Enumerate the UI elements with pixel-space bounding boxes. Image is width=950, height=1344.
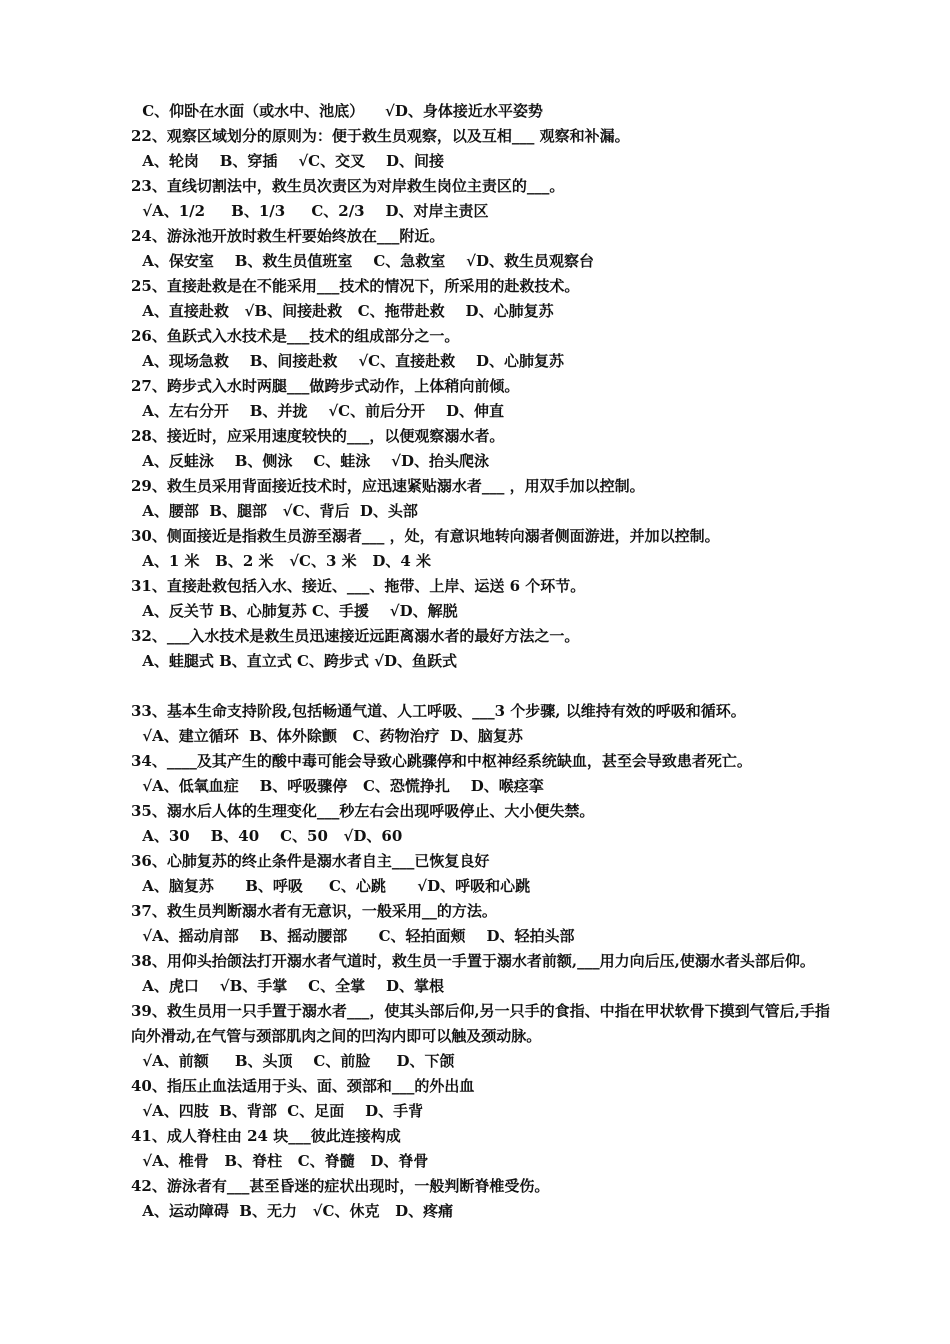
question-text: 35、溺水后人体的生理变化___秒左右会出现呼吸停止、大小便失禁。 [131, 802, 595, 820]
answer-options: √A、1/2 B、1/3 C、2/3 D、对岸主责区 [137, 202, 489, 220]
question-text: 26、鱼跃式入水技术是___技术的组成部分之一。 [131, 327, 460, 345]
question-list [131, 99, 831, 1224]
question-text: 33、基本生命支持阶段,包括畅通气道、人工呼吸、___3 个步骤, 以维持有效的呼吸和循环。 [131, 702, 746, 720]
question-text: 31、直接赴救包括入水、接近、___、拖带、上岸、运送 6 个环节。 [131, 577, 586, 595]
answer-options: A、轮岗 B、穿插 √C、交叉 D、间接 [137, 152, 445, 170]
question-text: 34、____及其产生的酸中毒可能会导致心跳骤停和中枢神经系统缺血，甚至会导致患者死亡。 [131, 752, 752, 770]
question-text: 32、___入水技术是救生员迅速接近远距离溺水者的最好方法之一。 [131, 627, 580, 645]
answer-options: A、1 米 B、2 米 √C、3 米 D、4 米 [137, 552, 431, 570]
answer-options: A、腰部 B、腿部 √C、背后 D、头部 [137, 502, 418, 520]
question-text: 28、接近时，应采用速度较快的___，以便观察溺水者。 [131, 427, 505, 445]
answer-options: √A、椎骨 B、脊柱 C、脊髓 D、脊骨 [137, 1152, 429, 1170]
answer-options: A、虎口 √B、手掌 C、全掌 D、掌根 [137, 977, 445, 995]
answer-options: A、运动障碍 B、无力 √C、休克 D、疼痛 [137, 1202, 454, 1220]
question-text: 42、游泳者有___甚至昏迷的症状出现时，一般判断脊椎受伤。 [131, 1177, 550, 1195]
answer-options: √A、低氧血症 B、呼吸骤停 C、恐慌挣扎 D、喉痉挛 [137, 777, 544, 795]
question-text: 36、心肺复苏的终止条件是溺水者自主___已恢复良好 [131, 852, 490, 870]
answer-options: A、30 B、40 C、50 √D、60 [137, 827, 403, 845]
answer-options: A、保安室 B、救生员值班室 C、急救室 √D、救生员观察台 [137, 252, 595, 270]
answer-options: A、反关节 B、心肺复苏 C、手援 √D、解脱 [137, 602, 458, 620]
question-text: 27、跨步式入水时两腿___做跨步式动作，上体稍向前倾。 [131, 377, 520, 395]
question-text: 22、观察区域划分的原则为：便于救生员观察，以及互相___ 观察和补漏。 [131, 127, 630, 145]
question-text: 38、用仰头抬颌法打开溺水者气道时，救生员一手置于溺水者前额,___用力向后压,使溺水者头部后仰。 [131, 952, 815, 970]
question-text: 25、直接赴救是在不能采用___技术的情况下，所采用的赴救技术。 [131, 277, 580, 295]
question-text: 24、游泳池开放时救生杆要始终放在___附近。 [131, 227, 445, 245]
answer-options: A、左右分开 B、并拢 √C、前后分开 D、伸直 [137, 402, 505, 420]
answer-options: A、蛙腿式 B、直立式 C、跨步式 √D、鱼跃式 [137, 652, 458, 670]
answer-options: A、现场急救 B、间接赴救 √C、直接赴救 D、心肺复苏 [137, 352, 565, 370]
question-text: 41、成人脊柱由 24 块___彼此连接构成 [131, 1127, 401, 1145]
answer-options: A、反蛙泳 B、侧泳 C、蛙泳 √D、抬头爬泳 [137, 452, 490, 470]
question-text: 23、直线切割法中，救生员次责区为对岸救生岗位主责区的___。 [131, 177, 565, 195]
answer-options: A、脑复苏 B、呼吸 C、心跳 √D、呼吸和心跳 [137, 877, 531, 895]
answer-options: √A、前额 B、头顶 C、前脸 D、下颌 [137, 1052, 455, 1070]
question-text: 39、救生员用一只手置于溺水者___，使其头部后仰,另一只手的食指、中指在甲状软骨下摸到气管后,手指向外滑动,在气管与颈部肌肉之间的凹沟内即可以触及颈动脉。 [131, 1002, 830, 1045]
question-text: 37、救生员判断溺水者有无意识，一般采用__的方法。 [131, 902, 497, 920]
answer-options: C、仰卧在水面（或水中、池底） √D、身体接近水平姿势 [137, 102, 543, 120]
question-text: 40、指压止血法适用于头、面、颈部和___的外出血 [131, 1077, 475, 1095]
question-text: 30、侧面接近是指救生员游至溺者___ ，处，有意识地转向溺者侧面游进，并加以控制。 [131, 527, 720, 545]
answer-options: √A、摇动肩部 B、摇动腰部 C、轻拍面颊 D、轻拍头部 [137, 927, 575, 945]
answer-options: A、直接赴救 √B、间接赴救 C、拖带赴救 D、心肺复苏 [137, 302, 554, 320]
answer-options: √A、建立循环 B、体外除颤 C、药物治疗 D、脑复苏 [137, 727, 523, 745]
answer-options: √A、四肢 B、背部 C、足面 D、手背 [137, 1102, 424, 1120]
blank-line [131, 674, 831, 699]
question-text: 29、救生员采用背面接近技术时，应迅速紧贴溺水者___ ，用双手加以控制。 [131, 477, 645, 495]
